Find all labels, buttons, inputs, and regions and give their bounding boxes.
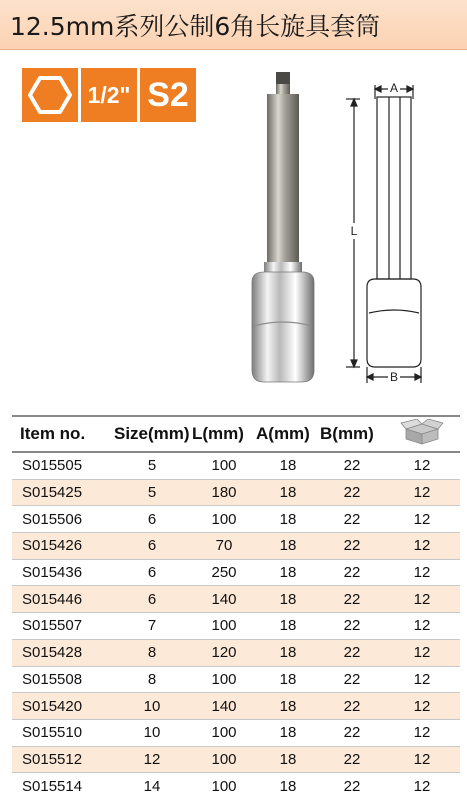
- item-no-cell: S015436: [22, 564, 83, 582]
- quantity-cell: 12: [413, 724, 431, 742]
- b-cell: 22: [343, 670, 361, 688]
- item-no-cell: S015426: [22, 537, 83, 555]
- a-cell: 18: [279, 617, 297, 635]
- a-cell: 18: [279, 777, 297, 795]
- spec-table: [12, 415, 460, 796]
- length-cell: 100: [211, 617, 237, 635]
- length-cell: 100: [211, 510, 237, 528]
- item-no-cell: S015420: [22, 697, 83, 715]
- header-quantity: [384, 419, 460, 450]
- table-row: [12, 560, 460, 587]
- length-cell: 120: [211, 644, 237, 662]
- quantity-cell: 12: [413, 644, 431, 662]
- table-row: [12, 720, 460, 747]
- length-cell: 100: [211, 724, 237, 742]
- length-cell: 180: [211, 484, 237, 502]
- item-no-cell: S015510: [22, 724, 83, 742]
- b-cell: 22: [343, 537, 361, 555]
- a-cell: 18: [279, 697, 297, 715]
- header-item-no: Item no.: [20, 424, 86, 443]
- a-cell: 18: [279, 724, 297, 742]
- item-no-cell: S015512: [22, 750, 83, 768]
- size-cell: 6: [147, 510, 157, 528]
- length-cell: 100: [211, 670, 237, 688]
- item-no-cell: S015425: [22, 484, 83, 502]
- table-row: [12, 613, 460, 640]
- spec-badges: [22, 68, 196, 122]
- length-cell: 100: [211, 777, 237, 795]
- a-cell: 18: [279, 750, 297, 768]
- quantity-cell: 12: [413, 564, 431, 582]
- quantity-cell: 12: [413, 457, 431, 475]
- b-cell: 22: [343, 697, 361, 715]
- a-cell: 18: [279, 484, 297, 502]
- size-cell: 8: [147, 644, 157, 662]
- table-row: [12, 480, 460, 507]
- quantity-cell: 12: [413, 617, 431, 635]
- b-cell: 22: [343, 484, 361, 502]
- header-a: A(mm): [256, 424, 310, 443]
- page-title: 12.5mm系列公制6角长旋具套筒: [10, 11, 381, 41]
- size-cell: 6: [147, 564, 157, 582]
- table-body: [12, 453, 460, 796]
- table-row: [12, 693, 460, 720]
- item-no-cell: S015507: [22, 617, 83, 635]
- item-no-cell: S015506: [22, 510, 83, 528]
- table-row: [12, 773, 460, 796]
- table-row: [12, 667, 460, 694]
- size-cell: 5: [147, 457, 157, 475]
- length-cell: 140: [211, 590, 237, 608]
- size-cell: 12: [143, 750, 161, 768]
- a-cell: 18: [279, 564, 297, 582]
- table-row: [12, 506, 460, 533]
- dimension-l-label: L: [350, 224, 358, 238]
- size-cell: 5: [147, 484, 157, 502]
- b-cell: 22: [343, 564, 361, 582]
- b-cell: 22: [343, 750, 361, 768]
- quantity-cell: 12: [413, 510, 431, 528]
- header-b: B(mm): [320, 424, 374, 443]
- size-cell: 10: [143, 724, 161, 742]
- b-cell: 22: [343, 617, 361, 635]
- quantity-cell: 12: [413, 590, 431, 608]
- a-cell: 18: [279, 457, 297, 475]
- quantity-cell: 12: [413, 697, 431, 715]
- size-cell: 10: [143, 697, 161, 715]
- length-cell: 100: [211, 457, 237, 475]
- item-no-cell: S015428: [22, 644, 83, 662]
- item-no-cell: S015514: [22, 777, 83, 795]
- size-cell: 7: [147, 617, 157, 635]
- table-row: [12, 453, 460, 480]
- dimension-a-label: A: [389, 81, 399, 95]
- b-cell: 22: [343, 724, 361, 742]
- b-cell: 22: [343, 644, 361, 662]
- hexagon-icon: [28, 75, 72, 115]
- socket-product-image: [240, 70, 340, 390]
- table-header: [12, 415, 460, 453]
- material-badge: S2: [140, 68, 196, 122]
- hex-badge: [22, 68, 78, 122]
- length-cell: 250: [211, 564, 237, 582]
- table-row: [12, 586, 460, 613]
- drive-size-badge: 1/2": [81, 68, 137, 122]
- length-cell: 140: [211, 697, 237, 715]
- length-cell: 100: [211, 750, 237, 768]
- size-cell: 6: [147, 590, 157, 608]
- a-cell: 18: [279, 670, 297, 688]
- length-cell: 70: [215, 537, 233, 555]
- size-cell: 8: [147, 670, 157, 688]
- dimension-diagram: [340, 75, 450, 385]
- b-cell: 22: [343, 510, 361, 528]
- header-size: Size(mm): [114, 424, 190, 443]
- quantity-cell: 12: [413, 537, 431, 555]
- quantity-cell: 12: [413, 670, 431, 688]
- table-row: [12, 640, 460, 667]
- quantity-cell: 12: [413, 750, 431, 768]
- size-cell: 6: [147, 537, 157, 555]
- quantity-cell: 12: [413, 484, 431, 502]
- item-no-cell: S015446: [22, 590, 83, 608]
- dimension-b-label: B: [389, 370, 399, 384]
- table-row: [12, 533, 460, 560]
- box-icon: [400, 419, 444, 445]
- header-length: L(mm): [192, 424, 244, 443]
- title-bar: [0, 0, 467, 50]
- a-cell: 18: [279, 510, 297, 528]
- b-cell: 22: [343, 777, 361, 795]
- quantity-cell: 12: [413, 777, 431, 795]
- size-cell: 14: [143, 777, 161, 795]
- table-row: [12, 747, 460, 774]
- b-cell: 22: [343, 590, 361, 608]
- a-cell: 18: [279, 590, 297, 608]
- a-cell: 18: [279, 644, 297, 662]
- a-cell: 18: [279, 537, 297, 555]
- item-no-cell: S015505: [22, 457, 83, 475]
- item-no-cell: S015508: [22, 670, 83, 688]
- b-cell: 22: [343, 457, 361, 475]
